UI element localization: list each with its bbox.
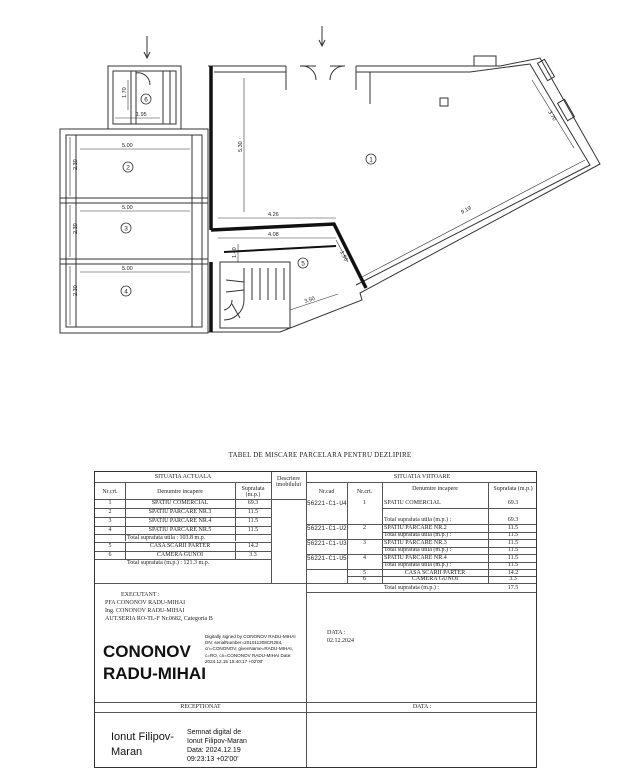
- right-g1-sup: 69.3: [507, 500, 519, 506]
- executant-line3: AUT.SERIA RO-TL-F Nr.0682, Categoria B: [105, 616, 213, 622]
- room-4-label: 4: [124, 288, 128, 296]
- right-g4-sup: 11.5: [507, 555, 519, 561]
- receptionat-sig-meta1: Semnat digital de: [187, 729, 242, 736]
- left-row-5-den: CASA SCARII PARTER: [149, 543, 211, 549]
- executant-sig-meta: Digitally signed by CONONOV RADU-MIHAI DN: serialNumber=201011308CR284, cn=CONONOV, givenName=RADU-MIHAI, c=RO, cn=CONONOV RADU-MIHAI Date: 2024.12.15 15:40:17 +02'00': [205, 634, 296, 664]
- right-g4-cad: 56221-C1-U5: [307, 555, 347, 562]
- dim-5-00-a: 5.00: [122, 143, 133, 149]
- right-g1-den: SPATIU COMERCIAL: [384, 500, 441, 506]
- dim-3-50: 3.50: [303, 295, 316, 305]
- right-extra-6-den: CAMERA GUNOI: [411, 576, 459, 582]
- dim-3-70: 3.70: [546, 109, 558, 123]
- receptionat-sig-meta4: 09:23:13 +02'00': [187, 756, 239, 763]
- left-row-3-den: SPATIU PARCARE NR.4: [148, 518, 212, 524]
- dim-4-26: 4.26: [268, 212, 279, 218]
- left-col-den: Denumire incapere: [157, 489, 203, 495]
- dim-2-30-c: 2.30: [73, 285, 79, 296]
- right-extra-6-nr: 6: [363, 576, 366, 582]
- data2-label: DATA :: [412, 704, 432, 710]
- parcel-table: [94, 471, 537, 768]
- left-row-4-den: SPATIU PARCARE NR.5: [148, 527, 212, 533]
- right-g4-total-label: Total suprafata utila (m.p.) :: [384, 562, 452, 568]
- right-heading: SITUATIA VIITOARE: [393, 474, 451, 480]
- right-extra-6-sup: 3.3: [509, 576, 517, 582]
- left-row-4-nr: 4: [108, 527, 112, 533]
- right-g3-den: SPATIU PARCARE NR.3: [384, 540, 447, 546]
- table-title: TABEL DE MISCARE PARCELARA PENTRU DEZLIPIRE: [228, 451, 412, 459]
- right-g3-sup: 11.5: [507, 540, 519, 546]
- right-extra-5-sup: 14.2: [507, 570, 519, 576]
- room-2-label: 2: [126, 164, 130, 172]
- right-g1-nr: 1: [363, 500, 366, 506]
- right-g2-total-label: Total suprafata utila (m.p.) :: [384, 532, 452, 538]
- right-g1-total-label: Total suprafata utila (m.p.) :: [384, 517, 452, 523]
- left-row-5-nr: 5: [108, 543, 112, 549]
- executant-sig-name1: CONONOV: [103, 642, 191, 661]
- right-g2-total: 11.5: [507, 532, 519, 538]
- dim-1-70: 1.70: [122, 87, 128, 98]
- right-g2-cad: 56221-C1-U2: [307, 525, 347, 532]
- right-g2-sup: 11.5: [507, 525, 519, 531]
- room-5-label: 5: [301, 260, 305, 268]
- left-row-1-sup: 69.3: [247, 500, 259, 506]
- data-date: 02.12.2024: [327, 638, 354, 644]
- receptionat-sig-name1: Ionut Filipov-: [111, 731, 174, 743]
- left-row-1-den: SPATIU COMERCIAL: [151, 500, 209, 506]
- right-g4-nr: 4: [363, 555, 366, 561]
- left-row-2-den: SPATIU PARCARE NR.3: [148, 509, 212, 515]
- dim-1-40: 1.40: [232, 247, 238, 258]
- receptionat-label: RECEPTIONAT: [180, 704, 221, 710]
- left-row-4-sup: 11.5: [247, 527, 259, 533]
- executant-line1: PFA CONONOV RADU-MIHAI: [105, 600, 186, 606]
- dim-4-08: 4.08: [268, 232, 279, 238]
- right-extra-5-nr: 5: [363, 570, 366, 576]
- right-g2-nr: 2: [363, 525, 366, 531]
- right-g3-cad: 56221-C1-U3: [307, 540, 347, 547]
- right-col-sup: Suprafata (m.p.): [493, 486, 533, 492]
- dim-5-00-b: 5.00: [122, 205, 133, 211]
- left-col-nr: Nr.crt.: [102, 489, 118, 495]
- dim-9-19: 9.19: [460, 205, 473, 216]
- right-extra-5-den: CASA SCARII PARTER: [404, 570, 466, 576]
- left-row-6-den: CAMERA GUNOI: [156, 552, 204, 558]
- executant-label: EXECUTANT :: [121, 592, 160, 598]
- executant-line2: Ing. CONONOV RADU-MIHAI: [105, 608, 185, 614]
- left-row-2-sup: 11.5: [247, 509, 259, 515]
- left-col-desc: Descriere imobilului: [275, 476, 301, 488]
- right-col-den: Denumire incapere: [412, 486, 458, 492]
- left-row-6-nr: 6: [108, 552, 112, 558]
- dim-2-30-a: 2.30: [73, 159, 79, 170]
- dim-1-96: 1.96: [338, 250, 349, 263]
- left-heading: SITUATIA ACTUALA: [154, 474, 212, 480]
- executant-sig-name2: RADU-MIHAI: [103, 664, 206, 683]
- data-label: DATA :: [327, 630, 346, 636]
- right-total: 17.5: [507, 585, 519, 591]
- room-3-label: 3: [124, 225, 128, 233]
- right-col-cad: Nr.cad: [318, 489, 335, 495]
- left-col-sup: Suprafata (m.p.): [241, 486, 265, 498]
- receptionat-sig-meta2: Ionut Filipov-Maran: [187, 738, 247, 745]
- right-total-label: Total suprafata (m.p.) :: [384, 585, 440, 591]
- right-g1-total: 69.3: [507, 517, 519, 523]
- left-row-6-sup: 3.3: [249, 552, 257, 558]
- left-row-3-sup: 11.5: [247, 518, 259, 524]
- dim-2-30-b: 2.30: [73, 223, 79, 234]
- right-g4-den: SPATIU PARCARE NR.4: [384, 555, 447, 561]
- receptionat-sig-name2: Maran: [111, 746, 143, 758]
- left-row-5-sup: 14.2: [247, 543, 259, 549]
- left-row-1-nr: 1: [108, 500, 112, 506]
- dim-5-30: 5.30: [238, 141, 244, 152]
- right-g2-den: SPATIU PARCARE NR.2: [384, 525, 447, 531]
- dim-5-00-c: 5.00: [122, 266, 133, 272]
- receptionat-sig-meta3: Data: 2024.12.19: [187, 747, 241, 754]
- left-row-3-nr: 3: [108, 518, 112, 524]
- right-g3-total-label: Total suprafata utila (m.p.) :: [384, 547, 452, 553]
- left-row-2-nr: 2: [108, 509, 112, 515]
- right-g3-nr: 3: [363, 540, 366, 546]
- right-col-nr: Nr.crt.: [356, 489, 373, 495]
- right-g4-total: 11.5: [507, 562, 519, 568]
- room-1-label: 1: [369, 156, 373, 164]
- room-6-label: 6: [144, 96, 148, 104]
- dim-1-95: 1.95: [136, 112, 147, 118]
- right-g3-total: 11.5: [507, 547, 519, 553]
- left-total: Total suprafata (m.p.) : 121.3 m.p.: [127, 560, 210, 566]
- right-g1-cad: 56221-C1-U4: [307, 500, 347, 507]
- left-total-utila: Total suprafata utila : 103.8 m.p.: [127, 535, 206, 541]
